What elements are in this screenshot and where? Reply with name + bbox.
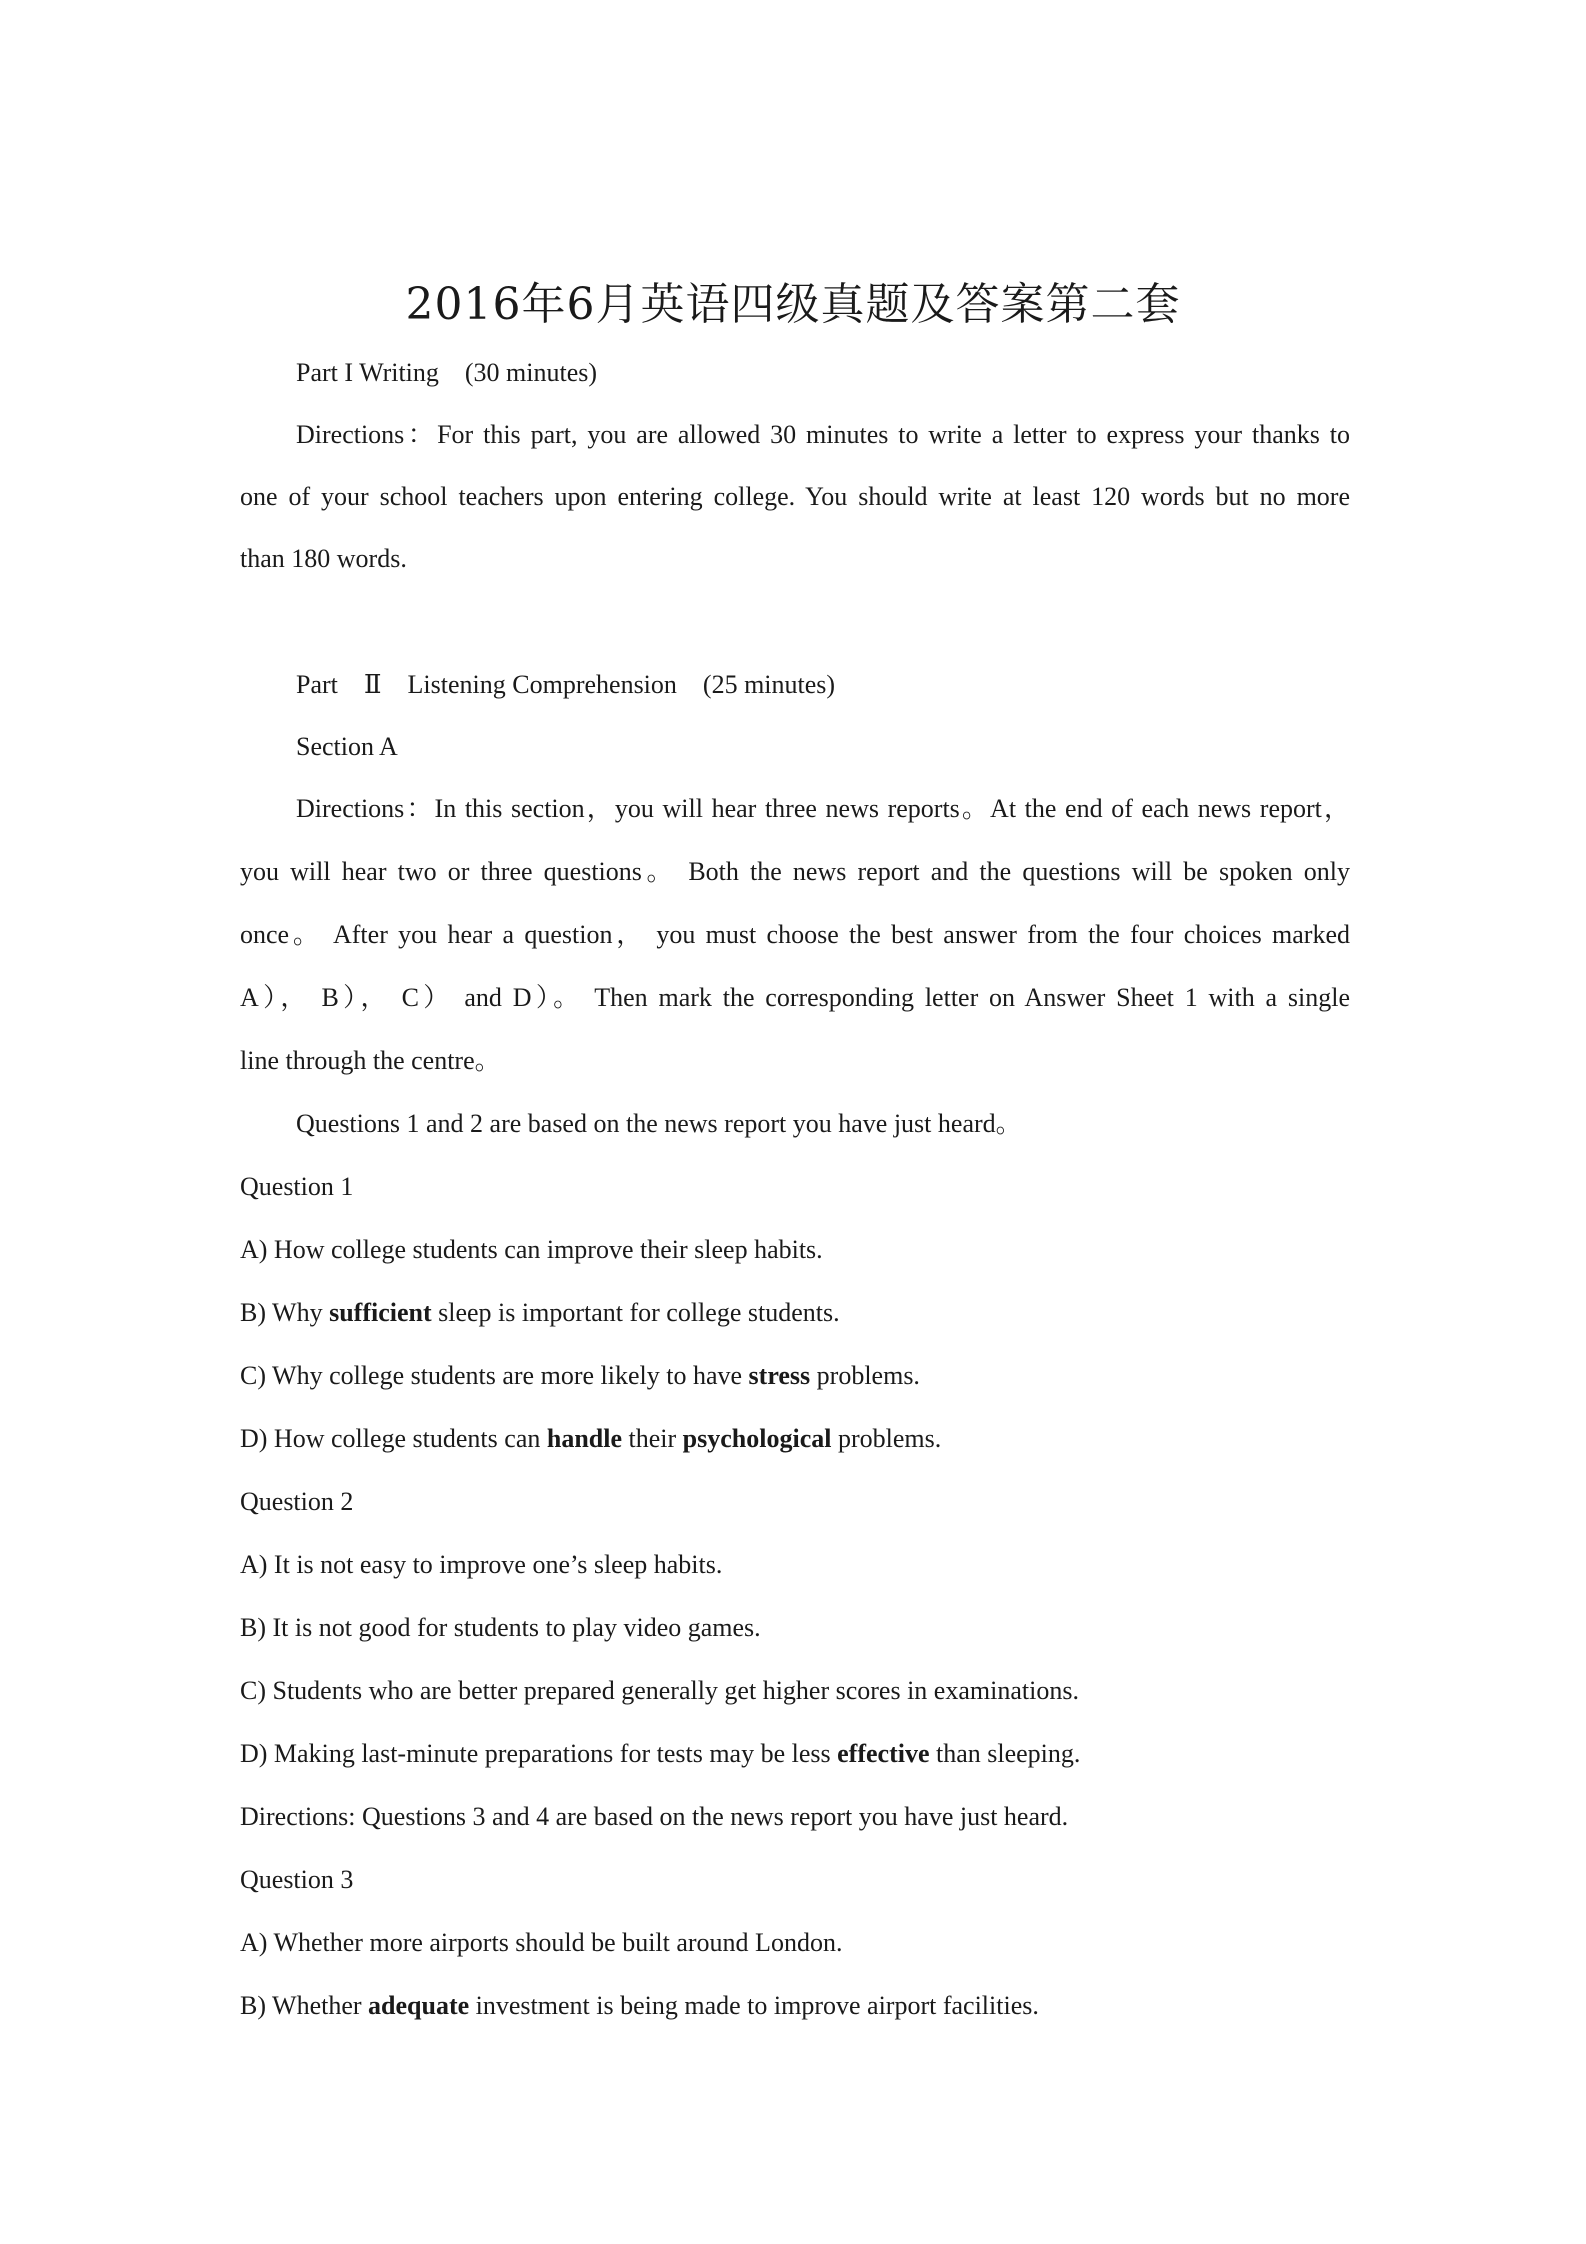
vocab-word: handle (546, 1424, 623, 1453)
question-1-option-b: B) Why sufficient sleep is important for college students. (240, 1298, 840, 1327)
part1-heading: Part I Writing (30 minutes) (296, 358, 598, 387)
part1-directions-line-3: than 180 words. (240, 544, 407, 573)
questions-3-4-intro: Directions: Questions 3 and 4 are based on the news report you have just heard. (240, 1802, 1069, 1831)
question-1-option-d: D) How college students can handle their psychological problems. (240, 1424, 942, 1453)
part1-directions-line-2: one of your school teachers upon entering college. You should write at least 120 words but no more (240, 482, 1350, 511)
section-a-heading: Section A (296, 732, 398, 761)
vocab-word: effective (837, 1739, 930, 1768)
question-1-option-a: A) How college students can improve their sleep habits. (240, 1235, 823, 1264)
questions-1-2-intro: Questions 1 and 2 are based on the news report you have just heard。 (296, 1109, 1022, 1138)
vocab-word: psychological (682, 1424, 832, 1453)
question-3-option-a: A) Whether more airports should be built around London. (240, 1928, 843, 1957)
vocab-word: stress (748, 1361, 811, 1390)
part2-directions-line-4: A）， B）， C） and D）。 Then mark the corresponding letter on Answer Sheet 1 with a single (240, 983, 1350, 1012)
question-1-label: Question 1 (240, 1172, 354, 1201)
document-title: 2016年6月英语四级真题及答案第二套 (405, 279, 1181, 330)
question-3-option-b: B) Whether adequate investment is being made to improve airport facilities. (240, 1991, 1039, 2020)
question-2-label: Question 2 (240, 1487, 354, 1516)
part2-heading: Part Ⅱ Listening Comprehension (25 minutes) (296, 670, 836, 699)
question-2-option-b: B) It is not good for students to play video games. (240, 1613, 761, 1642)
vocab-word: adequate (368, 1991, 470, 2020)
part1-directions-line-1: Directions：For this part, you are allowed 30 minutes to write a letter to express your thanks to (296, 420, 1350, 449)
question-2-option-c: C) Students who are better prepared generally get higher scores in examinations. (240, 1676, 1079, 1705)
part2-directions-line-1: Directions：In this section，you will hear three news reports。At the end of each news report， (296, 794, 1350, 823)
part2-directions-line-5: line through the centre。 (240, 1046, 501, 1075)
question-2-option-d: D) Making last-minute preparations for tests may be less effective than sleeping. (240, 1739, 1081, 1768)
part2-directions-line-2: you will hear two or three questions。 Both the news report and the questions will be spoken only (240, 857, 1350, 886)
part2-directions-line-3: once。 After you hear a question， you must choose the best answer from the four choices marked (240, 920, 1350, 949)
vocab-word: sufficient (329, 1298, 432, 1327)
question-2-option-a: A) It is not easy to improve one’s sleep habits. (240, 1550, 723, 1579)
question-1-option-c: C) Why college students are more likely to have stress problems. (240, 1361, 920, 1390)
question-3-label: Question 3 (240, 1865, 354, 1894)
